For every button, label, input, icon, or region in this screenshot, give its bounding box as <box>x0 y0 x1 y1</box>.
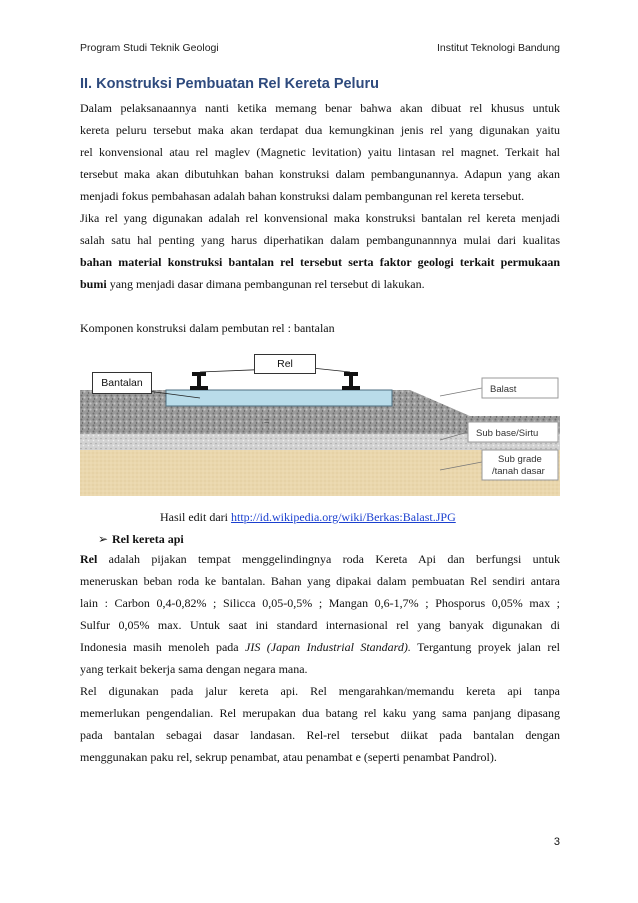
rel-line5-pre: Indonesia masih menoleh pada <box>80 640 246 654</box>
para2-line <box>80 273 560 295</box>
rel-bold-word: Rel <box>80 552 98 566</box>
rel-line5-post: Tergantung proyek jalan rel <box>410 640 560 654</box>
rel-line: lain : Carbon 0,4-0,82% ; Silicca 0,05-0,5% ; Mangan 0,6-1,7% ; Phosporus 0,05% max ; <box>80 596 560 610</box>
rel2-line: menggunakan paku rel, sekrup penambat, atau penambat e (seperti penambat Pandrol). <box>80 750 497 764</box>
para2-line-bold: bahan material konstruksi bantalan rel tersebut serta faktor geologi terkait permukaan <box>80 255 560 269</box>
components-label-text: Komponen konstruksi dalam pembutan rel : bantalan <box>80 321 335 335</box>
arrow-bullet-icon: ➢ <box>98 532 109 546</box>
rel-paragraph-2 <box>80 680 560 768</box>
label-subbase: Sub base/Sirtu <box>476 428 539 439</box>
caption-prefix: Hasil edit dari <box>160 510 231 524</box>
intro-paragraph <box>80 97 560 207</box>
intro-line: menjadi fokus pembahasan adalah bahan konstruksi dalam pembangunan rel kereta tersebut. <box>80 189 525 203</box>
intro-line: kereta peluru tersebut maka akan terdapat dua kemungkinan jenis rel yang digunakan yaitu <box>80 123 560 137</box>
rel2-line: memerlukan pengendalian. Rel merupakan dua batang rel kaku yang sama panjang dipasang <box>80 706 560 720</box>
rel-line: yang terkait bekerja sama dengan negara mana. <box>80 662 308 676</box>
header-right: Institut Teknologi Bandung <box>437 42 560 54</box>
subheading-rel-kereta-api <box>98 532 184 547</box>
para2-line-rest: yang menjadi dasar dimana pembangunan rel tersebut di lakukan. <box>106 277 425 291</box>
rel-line: meneruskan beban roda ke bantalan. Bahan yang dipakai dalam pembuatan Rel sendiri antara <box>80 574 560 588</box>
rel-line <box>80 548 560 570</box>
rel-line <box>80 636 560 658</box>
para2-line: salah satu hal penting yang harus diperhatikan dalam pembangunannnya mulai dari kualitas <box>80 233 560 247</box>
rail-right <box>342 372 360 390</box>
components-label <box>80 317 560 339</box>
intro-line: Dalam pelaksanaannya nanti ketika memang benar bahwa akan dibuat rel khusus untuk <box>80 101 560 115</box>
rel-line5-italic: JIS (Japan Industrial Standard). <box>245 640 411 654</box>
rail-cross-section-illustration <box>80 352 560 496</box>
rel2-line: Rel digunakan pada jalur kereta api. Rel mengarahkan/memandu kereta api tanpa <box>80 684 560 698</box>
section-title: II. Konstruksi Pembuatan Rel Kereta Peluru <box>80 76 379 92</box>
callout-bantalan: Bantalan <box>92 372 152 394</box>
rel2-line: pada bantalan sebagai dasar landasan. Rel-rel tersebut diikat pada bantalan dengan <box>80 728 560 742</box>
label-balast: Balast <box>490 384 517 395</box>
figure-caption <box>160 510 456 525</box>
caption-source-link[interactable]: http://id.wikipedia.org/wiki/Berkas:Balast.JPG <box>230 510 456 524</box>
rail-left <box>190 372 208 390</box>
intro-line: rel konvensional atau rel maglev (Magnetic levitation) yaitu lintasan rel magnet. Terkait hal <box>80 145 560 159</box>
callout-rel: Rel <box>254 354 316 374</box>
rel-paragraph <box>80 548 560 680</box>
rel-line-rest: adalah pijakan tempat menggelindingnya roda Kereta Api dan berfungsi untuk <box>97 552 560 566</box>
label-subgrade-2: /tanah dasar <box>492 466 545 477</box>
header-left: Program Studi Teknik Geologi <box>80 42 219 54</box>
bantalan-paragraph <box>80 207 560 295</box>
rail-cross-section-figure <box>80 352 560 496</box>
svg-text:=: = <box>264 416 270 426</box>
para2-bold-word: bumi <box>80 277 107 291</box>
page-number: 3 <box>553 836 560 848</box>
intro-line: tersebut maka akan dibutuhkan bahan konstruksi dalam pembangunannya. Adapun yang akan <box>80 167 560 181</box>
para2-line: Jika rel yang digunakan adalah rel konvensional maka konstruksi bantalan rel kereta menjadi <box>80 211 560 225</box>
subheading-text: Rel kereta api <box>112 532 184 546</box>
rel-line: Sulfur 0,05% max. Untuk saat ini standard internasional rel yang banyak digunakan di <box>80 618 560 632</box>
label-subgrade-1: Sub grade <box>498 454 542 465</box>
